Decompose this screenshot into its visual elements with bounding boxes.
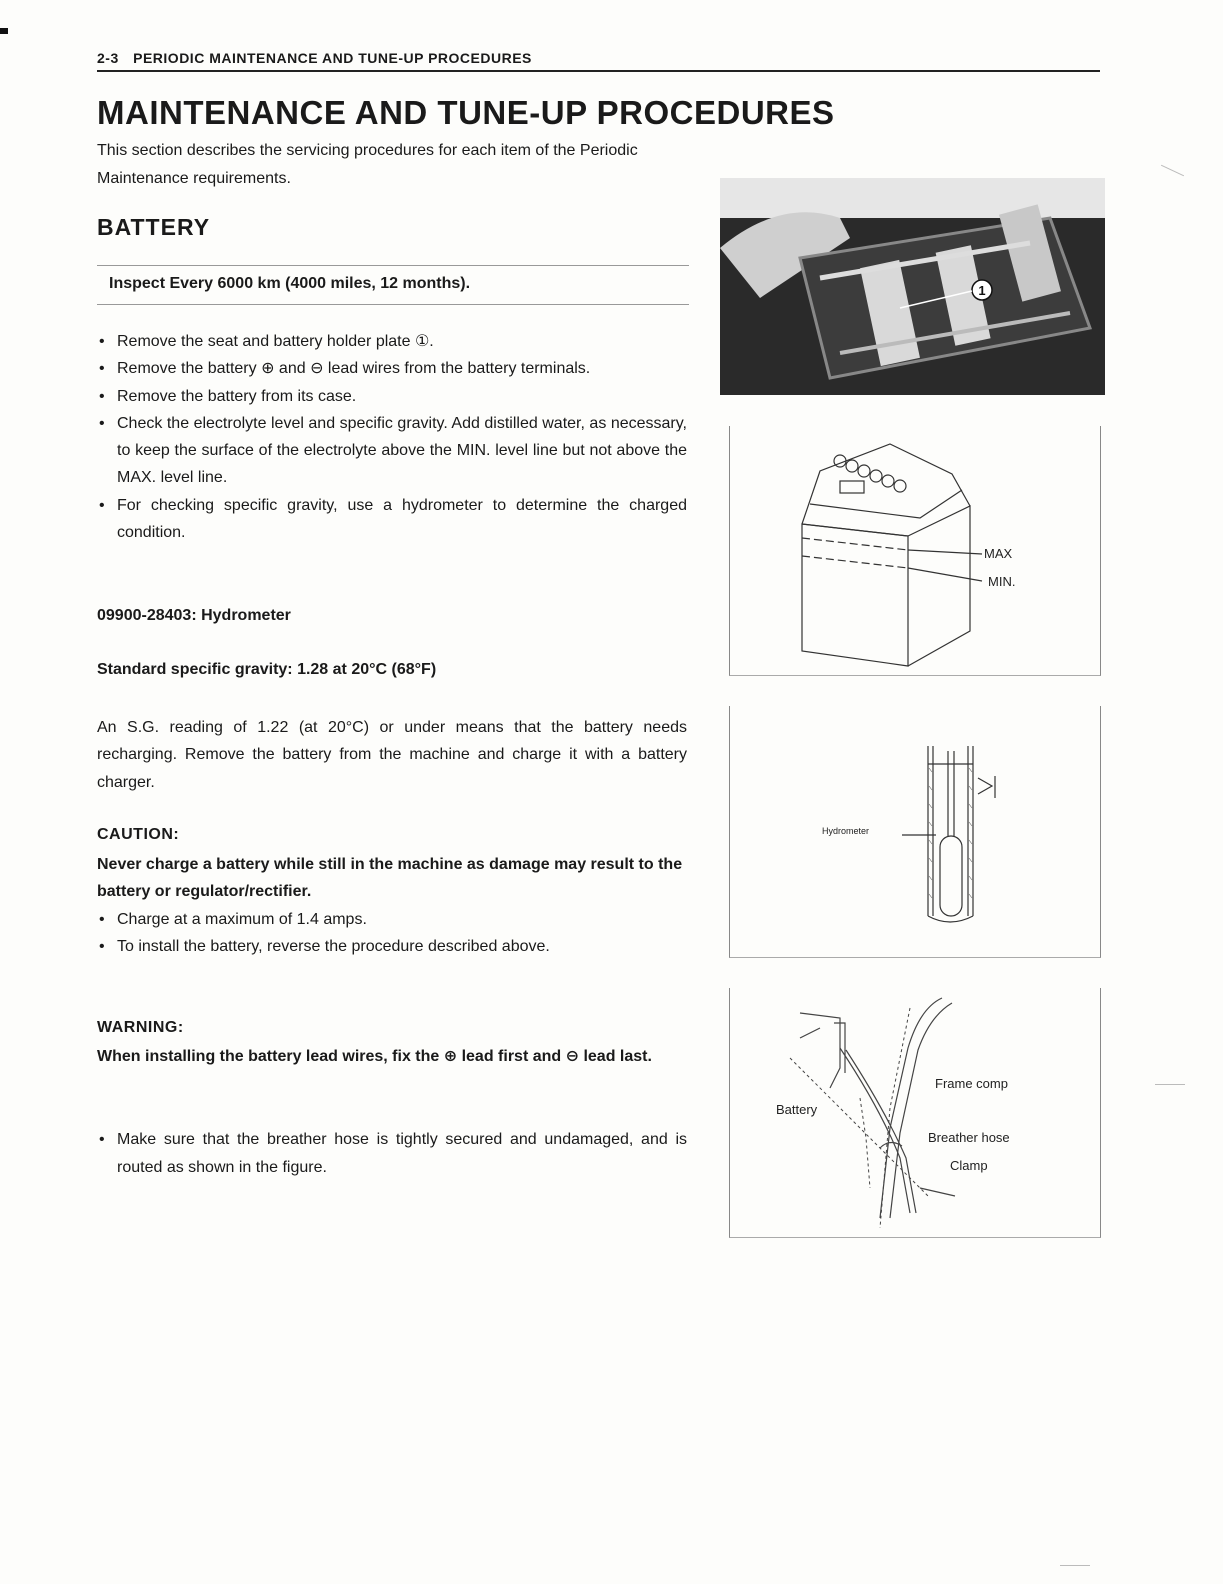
- hydrometer-label: Hydrometer: [822, 826, 870, 836]
- section-title-battery: BATTERY: [97, 214, 211, 240]
- breather-hose-routing-diagram: [729, 988, 1101, 1238]
- page-title: MAINTENANCE AND TUNE-UP PROCEDURES: [97, 94, 835, 131]
- battery-compartment-photo: [720, 178, 1105, 395]
- frame-comp-label: Frame comp: [935, 1076, 1008, 1091]
- list-item: • Check the electrolyte level and specific gravity. Add distilled water, as necessary, to keep the surface of the electrolyte above the MIN. level line but not above the MAX. level line.: [97, 410, 687, 492]
- list-item: • Charge at a maximum of 1.4 amps.: [97, 906, 687, 933]
- standard-specific-gravity: Standard specific gravity: 1.28 at 20°C (68°F): [97, 661, 437, 678]
- margin-mark: [1161, 165, 1184, 176]
- clamp-label: Clamp: [950, 1158, 988, 1173]
- caution-heading: CAUTION:: [97, 826, 180, 843]
- list-item: • Make sure that the breather hose is tightly secured and undamaged, and is routed as shown in the figure.: [97, 1126, 687, 1182]
- inspection-interval-box: [97, 265, 689, 305]
- battery-label: Battery: [776, 1102, 818, 1117]
- photo-callout-number: 1: [978, 283, 986, 298]
- charge-steps-list: [97, 906, 687, 961]
- battery-steps-list: [97, 328, 687, 546]
- caution-text: Never charge a battery while still in the machine as damage may result to the battery or regulator/rectifier.: [97, 856, 683, 901]
- hose-steps-list: [97, 1126, 687, 1182]
- list-item: • Remove the battery from its case.: [97, 383, 687, 410]
- running-header: [97, 50, 1100, 72]
- list-item: • To install the battery, reverse the procedure described above.: [97, 933, 687, 960]
- page-number: 2-3: [97, 50, 119, 66]
- intro-paragraph: This section describes the servicing procedures for each item of the Periodic Maintenance requirements.: [97, 142, 638, 187]
- max-level-label: MAX: [984, 546, 1013, 561]
- photo-illustration: [720, 178, 1105, 395]
- warning-text: When installing the battery lead wires, fix the ⊕ lead first and ⊖ lead last.: [97, 1048, 652, 1065]
- hydrometer-diagram: [729, 706, 1101, 958]
- hydrometer-drawing: [730, 706, 1102, 958]
- min-level-label: MIN.: [988, 574, 1016, 589]
- list-item: • Remove the seat and battery holder plate ①.: [97, 328, 687, 355]
- list-item: • For checking specific gravity, use a hydrometer to determine the charged condition.: [97, 492, 687, 547]
- battery-drawing: [730, 426, 1102, 676]
- header-section-title: PERIODIC MAINTENANCE AND TUNE-UP PROCEDURES: [133, 50, 532, 66]
- page-corner-mark: [0, 28, 8, 34]
- inspection-interval-text: Inspect Every 6000 km (4000 miles, 12 months).: [109, 275, 471, 292]
- list-item: • Remove the battery ⊕ and ⊖ lead wires from the battery terminals.: [97, 355, 687, 382]
- warning-heading: WARNING:: [97, 1019, 184, 1036]
- specific-gravity-note: An S.G. reading of 1.22 (at 20°C) or under means that the battery needs recharging. Remove the battery from the machine and charge it with a battery charger.: [97, 719, 687, 791]
- margin-mark: [1155, 1084, 1185, 1085]
- breather-hose-label: Breather hose: [928, 1130, 1010, 1145]
- margin-mark: [1060, 1565, 1090, 1566]
- special-tool-line: 09900-28403: Hydrometer: [97, 607, 291, 624]
- battery-level-diagram: [729, 426, 1101, 676]
